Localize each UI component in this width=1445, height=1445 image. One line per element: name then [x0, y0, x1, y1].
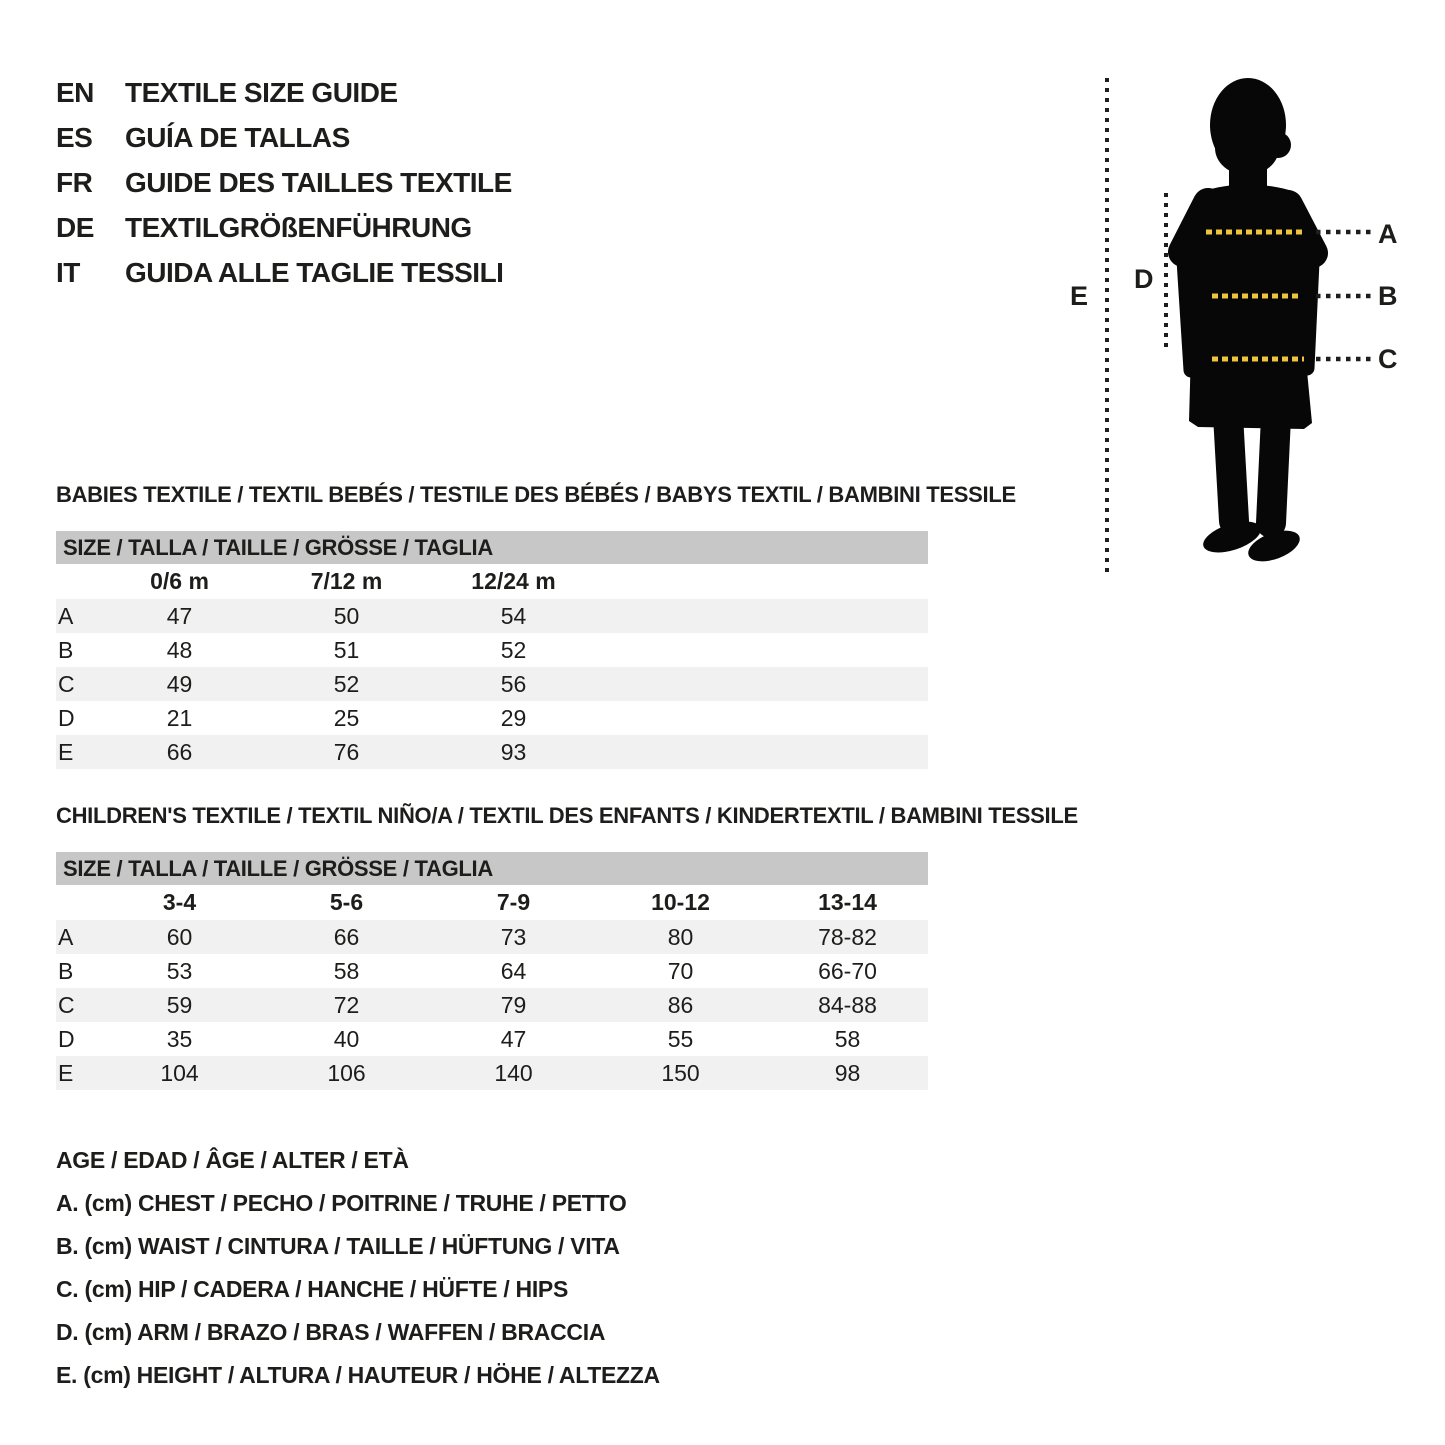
table-cell: 52 — [500, 636, 527, 663]
table-cell: 47 — [166, 602, 193, 629]
row-label: B — [58, 636, 74, 663]
label-arm-d: D — [1134, 264, 1154, 294]
legend-height: E. (cm) HEIGHT / ALTURA / HAUTEUR / HÖHE / ALTEZZA — [56, 1362, 660, 1388]
table-cell: 56 — [500, 670, 527, 697]
children-columns-row — [56, 885, 928, 920]
table-row — [56, 1022, 928, 1056]
babies-size-table — [56, 531, 928, 769]
table-cell: 78-82 — [818, 923, 877, 950]
table-cell: 29 — [500, 704, 527, 731]
row-label: E — [58, 738, 74, 765]
table-cell: 66 — [166, 738, 193, 765]
table-row — [56, 954, 928, 988]
table-cell: 72 — [333, 991, 360, 1018]
lang-code: ES — [56, 121, 93, 153]
language-header — [56, 70, 512, 295]
lang-title: GUÍA DE TALLAS — [125, 121, 350, 153]
row-label: C — [58, 670, 75, 697]
lang-title: TEXTILGRÖßENFÜHRUNG — [125, 211, 472, 243]
table-cell: 66-70 — [818, 957, 877, 984]
table-cell: 80 — [667, 923, 694, 950]
row-label: D — [58, 1025, 75, 1052]
table-cell: 60 — [166, 923, 193, 950]
table-cell: 150 — [661, 1059, 700, 1086]
child-silhouette-icon — [1183, 78, 1313, 567]
table-cell: 35 — [166, 1025, 193, 1052]
legend-age: AGE / EDAD / ÂGE / ALTER / ETÀ — [56, 1147, 409, 1173]
measurement-figure — [1050, 55, 1440, 600]
table-cell: 21 — [166, 704, 193, 731]
children-section-title: CHILDREN'S TEXTILE / TEXTIL NIÑO/A / TEXTIL DES ENFANTS / KINDERTEXTIL / BAMBINI TESSILE — [56, 803, 1078, 828]
table-cell: 76 — [333, 738, 360, 765]
lang-code: DE — [56, 211, 94, 243]
column-header: 7-9 — [496, 889, 531, 915]
lang-title: GUIDE DES TAILLES TEXTILE — [125, 166, 512, 198]
label-height-e: E — [1070, 281, 1089, 311]
children-size-header-bar: SIZE / TALLA / TAILLE / GRÖSSE / TAGLIA — [56, 852, 928, 885]
row-label: B — [58, 957, 74, 984]
table-cell: 58 — [333, 957, 360, 984]
lang-row-it — [56, 250, 512, 295]
measurement-legend — [56, 1139, 660, 1397]
lang-title: TEXTILE SIZE GUIDE — [125, 76, 398, 108]
lang-row-de — [56, 205, 512, 250]
babies-columns-row — [56, 564, 928, 599]
lang-row-es — [56, 115, 512, 160]
table-cell: 47 — [500, 1025, 527, 1052]
lang-row-fr — [56, 160, 512, 205]
row-label: D — [58, 704, 75, 731]
table-row — [56, 701, 928, 735]
table-cell: 59 — [166, 991, 193, 1018]
column-header: 13-14 — [818, 889, 877, 915]
table-cell: 79 — [500, 991, 527, 1018]
label-chest-a: A — [1378, 219, 1398, 249]
children-size-table — [56, 852, 928, 1090]
babies-size-header-bar: SIZE / TALLA / TAILLE / GRÖSSE / TAGLIA — [56, 531, 928, 564]
table-cell: 64 — [500, 957, 527, 984]
column-header: 5-6 — [329, 889, 364, 915]
table-row — [56, 920, 928, 954]
table-cell: 49 — [166, 670, 193, 697]
lang-code: EN — [56, 76, 94, 108]
table-cell: 86 — [667, 991, 694, 1018]
row-label: E — [58, 1059, 74, 1086]
column-header: 7/12 m — [310, 568, 383, 594]
table-row — [56, 735, 928, 769]
table-cell: 55 — [667, 1025, 694, 1052]
table-cell: 66 — [333, 923, 360, 950]
table-cell: 98 — [834, 1059, 861, 1086]
lang-code: IT — [56, 256, 80, 288]
lang-row-en — [56, 70, 512, 115]
table-cell: 70 — [667, 957, 694, 984]
table-cell: 51 — [333, 636, 360, 663]
table-cell: 93 — [500, 738, 527, 765]
column-header: 12/24 m — [471, 568, 556, 594]
babies-section-title: BABIES TEXTILE / TEXTIL BEBÉS / TESTILE DES BÉBÉS / BABYS TEXTIL / BAMBINI TESSILE — [56, 482, 1016, 507]
table-cell: 84-88 — [818, 991, 877, 1018]
table-row — [56, 988, 928, 1022]
column-header: 0/6 m — [150, 568, 209, 594]
table-row — [56, 599, 928, 633]
table-cell: 53 — [166, 957, 193, 984]
legend-waist: B. (cm) WAIST / CINTURA / TAILLE / HÜFTUNG / VITA — [56, 1233, 620, 1259]
table-row — [56, 633, 928, 667]
legend-arm: D. (cm) ARM / BRAZO / BRAS / WAFFEN / BRACCIA — [56, 1319, 606, 1345]
table-cell: 58 — [834, 1025, 861, 1052]
legend-hip: C. (cm) HIP / CADERA / HANCHE / HÜFTE / HIPS — [56, 1276, 569, 1302]
row-label: C — [58, 991, 75, 1018]
column-header: 3-4 — [162, 889, 197, 915]
label-waist-b: B — [1378, 281, 1398, 311]
table-row — [56, 1056, 928, 1090]
table-row — [56, 667, 928, 701]
table-cell: 140 — [494, 1059, 533, 1086]
row-label: A — [58, 923, 74, 950]
table-cell: 73 — [500, 923, 527, 950]
table-cell: 40 — [333, 1025, 360, 1052]
label-hip-c: C — [1378, 344, 1398, 374]
column-header: 10-12 — [651, 889, 710, 915]
table-cell: 54 — [500, 602, 527, 629]
table-cell: 25 — [333, 704, 360, 731]
table-cell: 104 — [160, 1059, 199, 1086]
table-cell: 50 — [333, 602, 360, 629]
table-cell: 106 — [327, 1059, 366, 1086]
lang-code: FR — [56, 166, 93, 198]
legend-chest: A. (cm) CHEST / PECHO / POITRINE / TRUHE / PETTO — [56, 1190, 627, 1216]
table-cell: 48 — [166, 636, 193, 663]
row-label: A — [58, 602, 74, 629]
lang-title: GUIDA ALLE TAGLIE TESSILI — [125, 256, 504, 288]
table-cell: 52 — [333, 670, 360, 697]
